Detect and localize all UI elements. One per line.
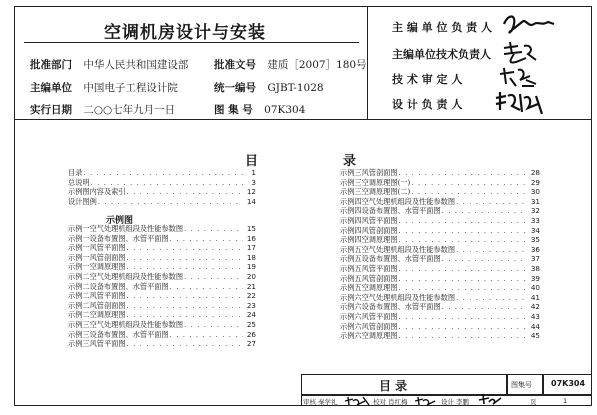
toc-entry-page: 24 [246,310,256,320]
title-block-title: 目 录 [379,379,408,393]
toc-entry-title: 示例二空气处理机组段及性能参数图 [68,272,184,281]
toc-leader-dots [399,274,527,283]
toc-entry [68,234,256,243]
toc-entry [340,331,540,340]
toc-entry [68,262,256,271]
toc-entry-page: 16 [246,233,256,243]
toc-entry-page: 25 [246,320,256,329]
toc-entry [68,291,256,300]
proofer-name: 肖红梅 [388,398,408,406]
toc-heading-left: 目 [245,154,259,169]
toc-entry [68,272,256,281]
editor-label: 主编单位 [30,82,72,94]
toc-entry-title: 示例三空调原理图(二) [340,187,411,197]
toc-entry-title: 示例六空气处理机组段及性能参数图 [340,292,456,302]
atlas-no-value: 07K304 [264,104,306,116]
toc-leader-dots [184,224,243,233]
toc-entry [340,178,540,187]
toc-leader-dots [442,206,527,215]
toc-leader-dots [83,168,243,177]
toc-entry-title: 示例一空调原理图 [68,262,126,272]
toc-entry [340,168,540,177]
toc-entry-page: 32 [530,206,540,216]
toc-entry-title: 示例四风管平面图 [340,216,398,225]
title-block [301,374,592,406]
unified-no-row [214,80,324,95]
atlas-no-label: 图 集 号 [214,104,253,116]
toc-entry-page: 22 [246,291,256,301]
toc-entry [340,206,540,215]
toc-entry-title: 示例三设备布置图、水管平面图 [68,329,169,339]
proofer-signature [413,395,439,406]
date-value: 二○○七年九月一日 [83,104,176,116]
toc-leader-dots [127,262,243,271]
toc-entry-title: 示例二风管剖面图 [68,300,126,310]
toc-entry [340,226,540,235]
toc-entry-page: 19 [246,262,256,272]
toc-entry-page: 31 [530,196,540,206]
toc-entry-title: 示例图内容及索引 [68,187,126,197]
toc-leader-dots [170,234,243,243]
toc-leader-dots [456,293,527,302]
unified-no-label: 统一编号 [214,82,256,94]
atlas-title: 空调机房设计与安装 [104,23,266,43]
toc-entry-title: 示例五设备布置图、水管平面图 [340,254,441,264]
toc-leader-dots [442,302,527,311]
toc-entry-title: 示例六设备布置图、水管平面图 [340,302,441,312]
reviewer-name: 秦学礼 [318,398,338,406]
header-divider [367,6,368,119]
toc-entry-page: 33 [530,216,540,225]
header-bottom-rule [14,119,592,120]
toc-entry-page: 45 [530,331,540,341]
page-value: 1 [563,397,568,405]
toc-entry [340,283,540,292]
toc-entry-page: 28 [530,168,540,177]
toc-entry-page: 35 [530,235,540,245]
toc-entry [340,322,540,331]
toc-leader-dots [456,245,527,254]
signature-3 [496,64,540,90]
toc-entry [68,310,256,319]
toc-entry-title: 示例一风管剖面图 [68,252,126,262]
doc-no-label: 批准文号 [214,59,256,71]
design-label: 设计 [441,398,454,406]
toc-entry-title: 示例三风管剖面图 [340,168,398,177]
toc-leader-dots [399,322,527,331]
toc-leader-dots [127,187,243,196]
toc-entry-page: 40 [530,283,540,293]
toc-entry-page: 1 [251,168,256,177]
toc-entry-page: 23 [246,300,256,310]
toc-entry-title: 示例四空气处理机组段及性能参数图 [340,196,456,206]
toc-entry-title: 示例五空调原理图 [340,283,398,293]
signature-2 [500,40,540,66]
responsible-review: 技 术 审 定 人 [392,73,463,86]
toc-entry [340,264,540,273]
toc-leader-dots [127,243,243,252]
atlas-no-row [214,102,305,117]
toc-leader-dots [399,168,527,177]
toc-leader-dots [456,197,527,206]
responsible-chief-unit: 主 编 单 位 负 责 人 [392,21,492,34]
toc-entry-title: 示例一设备布置图、水管平面图 [68,233,169,243]
toc-leader-dots [399,264,527,273]
toc-entry-title: 示例六风管剖面图 [340,321,398,331]
toc-leader-dots [399,216,527,225]
responsible-design: 设 计 负 责 人 [392,98,463,111]
toc-entry-title: 示例二设备布置图、水管平面图 [68,281,169,291]
toc-entry [340,274,540,283]
doc-no-value: 建质［2007］180号 [267,59,367,71]
toc-entry [68,168,256,177]
toc-entry-title: 示例六空调原理图 [340,331,398,341]
toc-entry [68,253,256,262]
toc-entry-page: 37 [530,254,540,264]
editor-value: 中国电子工程设计院 [83,82,178,94]
toc-leader-dots [127,291,243,300]
toc-entry-page: 34 [530,225,540,235]
doc-no-row [214,57,367,72]
designer-name: 李鹏 [456,398,469,406]
toc-entry-page: 20 [246,272,256,281]
toc-entry-title: 总说明 [68,177,90,187]
toc-entry-page: 42 [530,302,540,312]
toc-entry [340,216,540,225]
toc-entry [68,330,256,339]
toc-leader-dots [91,178,243,187]
toc-leader-dots [411,178,527,187]
toc-entry-title: 示例三空调原理图(一) [340,177,411,187]
toc-entry-page: 39 [530,273,540,283]
date-label: 实行日期 [30,104,72,116]
toc-entry-page: 26 [246,329,256,339]
toc-leader-dots [170,330,243,339]
toc-entry [68,224,256,233]
atlas-no-label-small: 图集号 [511,381,532,389]
toc-entry-page: 43 [530,312,540,321]
editor-row [30,80,178,95]
toc-entry-page: 30 [530,187,540,197]
toc-entry [68,301,256,310]
signature-4 [492,88,548,118]
toc-entry-title: 示例三空气处理机组段及性能参数图 [68,320,184,329]
toc-leader-dots [170,282,243,291]
page-label: 页 [530,398,537,406]
toc-entry [340,245,540,254]
title-rule [24,42,359,43]
toc-entry-page: 17 [246,243,256,253]
approver-value: 中华人民共和国建设部 [83,59,189,71]
toc-entry-title: 示例四空调原理图 [340,235,398,245]
toc-entry [68,243,256,252]
toc-entry [340,312,540,321]
toc-entry-title: 示例四设备布置图、水管平面图 [340,206,441,216]
toc-entry-title: 示例一风管平面图 [68,243,126,253]
toc-leader-dots [98,197,243,206]
toc-entry-title: 示例五空气处理机组段及性能参数图 [340,244,456,254]
toc-entry-title: 示例三风管平面图 [68,339,126,349]
atlas-no-value-small: 07K304 [551,379,586,388]
toc-entry [68,187,256,196]
toc-leader-dots [399,331,527,340]
toc-entry [68,197,256,206]
toc-entry-title: 示例五风管平面图 [340,264,398,273]
toc-entry-title: 示例六风管平面图 [340,312,398,321]
toc-entry-title: 示例二空调原理图 [68,310,126,320]
toc-entry-page: 44 [530,321,540,331]
toc-leader-dots [399,312,527,321]
toc-leader-dots [127,310,243,319]
unified-no-value: GJBT-1028 [267,82,324,94]
toc-entry-title: 示例一空气处理机组段及性能参数图 [68,224,184,233]
toc-entry-page: 21 [246,281,256,291]
responsible-tech: 主编单位技术负责人 [392,48,491,61]
toc-entry-page: 3 [251,177,256,187]
toc-entry [340,187,540,196]
toc-leader-dots [184,320,243,329]
toc-entry-page: 18 [246,252,256,262]
toc-leader-dots [399,226,527,235]
toc-entry [68,339,256,348]
toc-entry-page: 29 [530,177,540,187]
toc-entry-page: 27 [246,339,256,349]
toc-entry-title: 目录 [68,168,83,177]
toc-leader-dots [411,187,527,196]
toc-entry-title: 设计图例 [68,196,97,206]
toc-entry-page: 12 [246,187,256,197]
toc-leader-dots [442,254,527,263]
toc-leader-dots [399,235,527,244]
toc-entry [340,293,540,302]
toc-leader-dots [184,272,243,281]
toc-entry-title: 示例四风管剖面图 [340,225,398,235]
toc-entry-title: 示例五风管剖面图 [340,273,398,283]
toc-entry [340,254,540,263]
toc-entry [340,235,540,244]
toc-entry-page: 15 [246,224,256,233]
toc-heading-right: 录 [343,154,357,169]
toc-entry [68,320,256,329]
approver-label: 批准部门 [30,59,72,71]
signature-1 [498,10,558,38]
review-label: 审核 [303,398,316,406]
toc-leader-dots [127,339,243,348]
toc-leader-dots [399,283,527,292]
date-row [30,102,175,117]
approver-row [30,57,188,72]
toc-entry-page: 36 [530,244,540,254]
toc-leader-dots [127,301,243,310]
toc-leader-dots [127,253,243,262]
toc-entry [340,302,540,311]
designer-signature [477,392,505,406]
toc-entry-page: 41 [530,292,540,302]
toc-entry [340,197,540,206]
proof-label: 校对 [373,398,386,406]
reviewer-signature [343,395,371,406]
toc-entry [68,178,256,187]
toc-entry-page: 38 [530,264,540,273]
section-heading: 示例图 [106,216,134,226]
toc-entry [68,282,256,291]
toc-entry-title: 示例二风管平面图 [68,291,126,301]
toc-entry-page: 14 [246,196,256,206]
